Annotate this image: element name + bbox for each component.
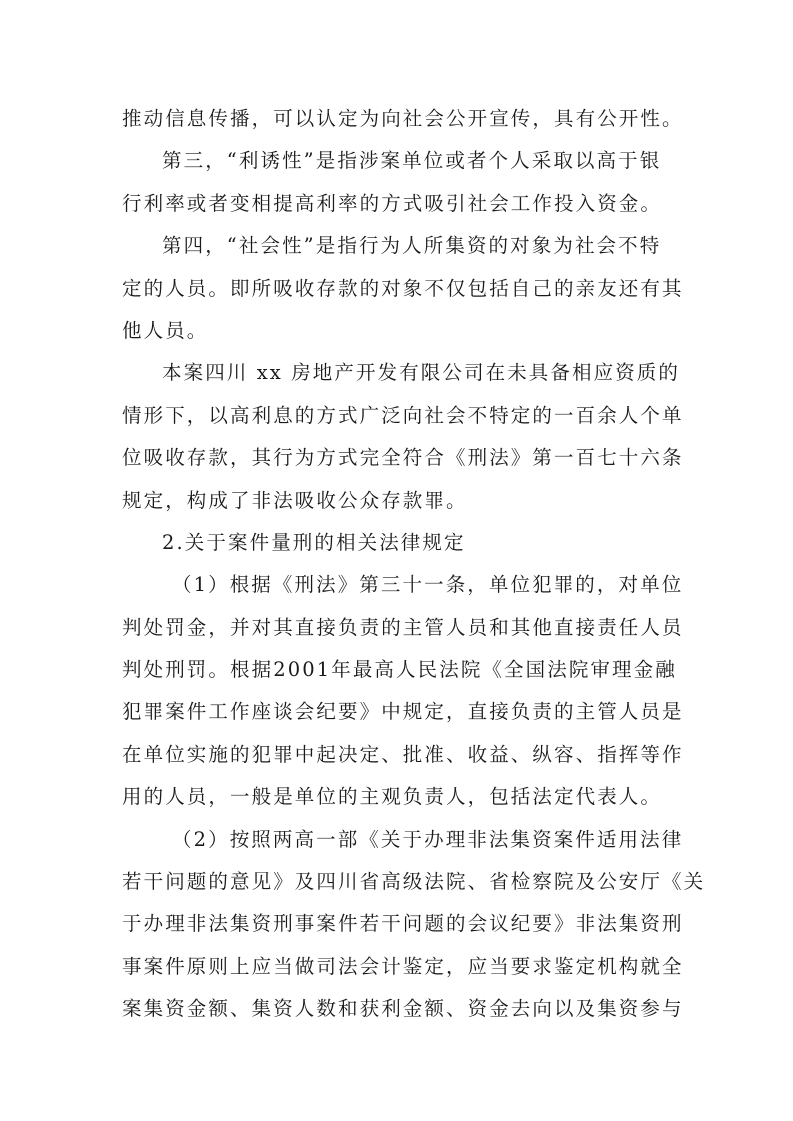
text-line: 他人员。 [122,318,209,342]
text-line: 用的人员，一般是单位的主观负责人，包括法定代表人。 [122,785,663,809]
text-line: 第三，“利诱性”是指涉案单位或者个人采取以高于银 [162,149,662,173]
text-line: 判处刑罚。根据2001年最高人民法院《全国法院审理金融 [122,658,677,682]
text-line: 若干问题的意见》及四川省高级法院、省检察院及公安厅《关 [122,870,706,894]
text-line: （1）根据《刑法》第三十一条，单位犯罪的，对单位 [172,573,684,597]
text-line: 第四，“社会性”是指行为人所集资的对象为社会不特 [162,234,662,258]
document-body [122,98,706,1031]
text-line: 案集资金额、集资人数和获利金额、资金去向以及集资参与 [122,997,684,1021]
text-line: 判处罚金，并对其直接负责的主管人员和其他直接责任人员 [122,615,684,639]
text-line: 情形下，以高利息的方式广泛向社会不特定的一百余人个单 [122,403,684,427]
text-line: （2）按照两高一部《关于办理非法集资案件适用法律 [172,827,684,851]
text-line: 行利率或者变相提高利率的方式吸引社会工作投入资金。 [122,191,663,215]
text-line: 本案四川 xx 房地产开发有限公司在未具备相应资质的 [162,361,680,385]
text-line: 推动信息传播，可以认定为向社会公开宣传，具有公开性。 [122,107,684,130]
text-line: 犯罪案件工作座谈会纪要》中规定，直接负责的主管人员是 [122,700,684,724]
text-line: 于办理非法集资刑事案件若干问题的会议纪要》非法集资刑 [122,912,684,936]
text-line: 位吸收存款，其行为方式完全符合《刑法》第一百七十六条 [122,446,684,470]
text-line: 事案件原则上应当做司法会计鉴定，应当要求鉴定机构就全 [122,954,684,978]
section-heading: 2.关于案件量刑的相关法律规定 [162,530,466,554]
text-line: 定的人员。即所吸收存款的对象不仅包括自己的亲友还有其 [122,276,684,300]
text-line: 规定，构成了非法吸收公众存款罪。 [122,488,468,512]
text-line: 在单位实施的犯罪中起决定、批准、收益、纵容、指挥等作 [122,742,684,766]
